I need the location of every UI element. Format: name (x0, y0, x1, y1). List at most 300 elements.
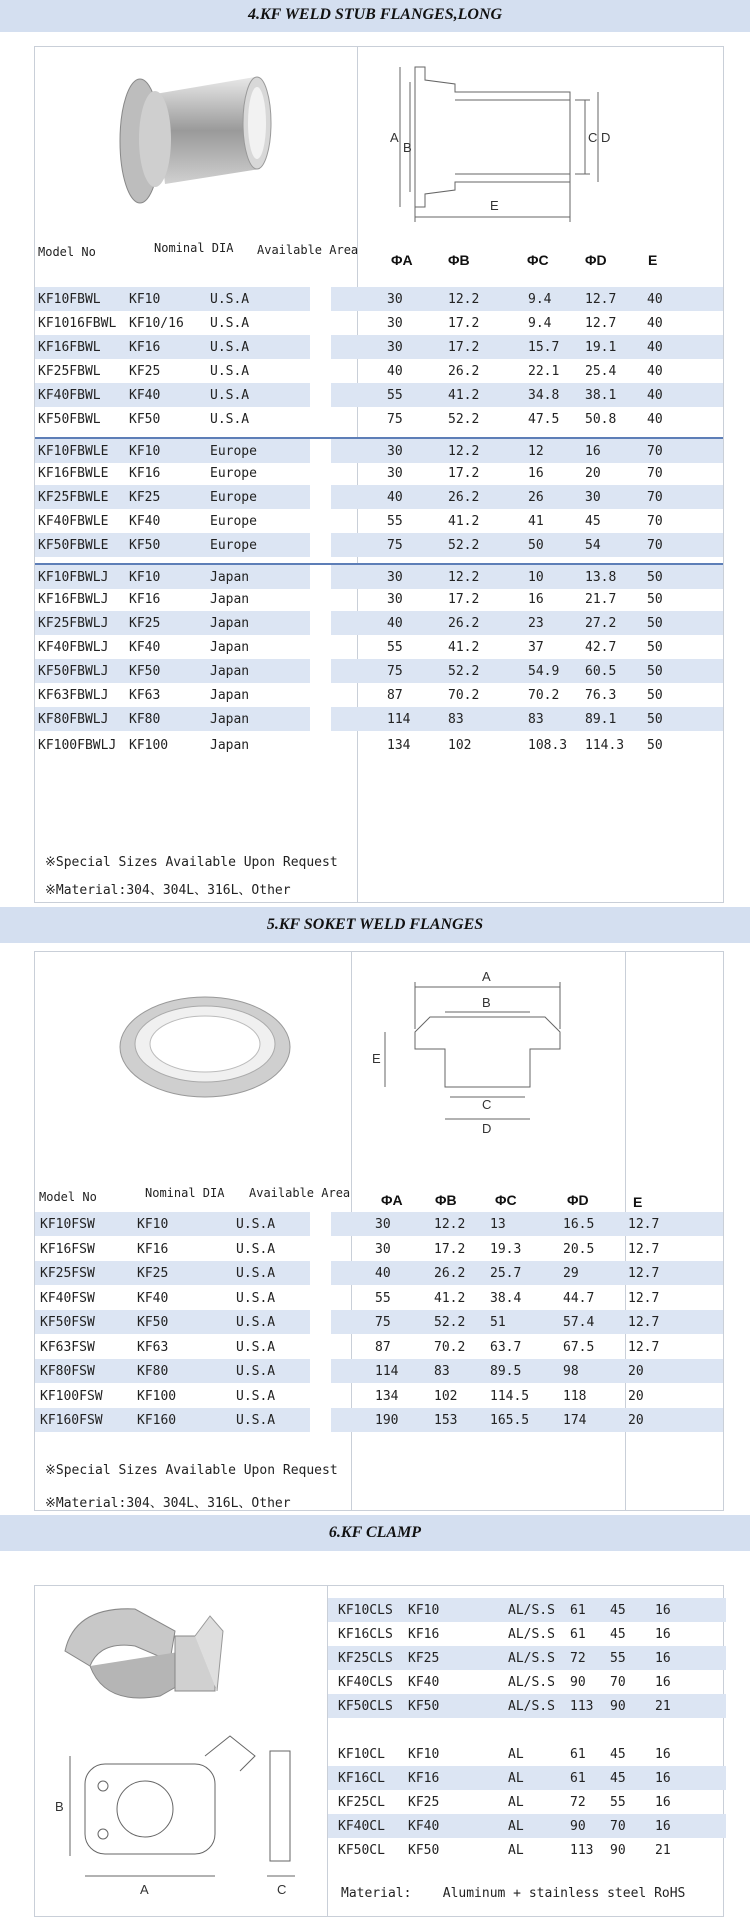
clamp-photo (45, 1591, 245, 1721)
cell-a: 61 (570, 1747, 586, 1762)
cell-phi-d: 76.3 (585, 688, 617, 703)
cell-area: U.S.A (236, 1364, 276, 1379)
cell-nominal-dia: KF10 (408, 1603, 440, 1618)
cell-area: Japan (210, 592, 250, 607)
table-row (35, 485, 723, 509)
cell-phi-d: 57.4 (563, 1315, 595, 1330)
table-row (328, 1790, 726, 1814)
cell-model-no: KF1016FBWL (38, 316, 117, 331)
table-row (328, 1742, 726, 1766)
header-available-area: Available Area (257, 243, 359, 257)
cell-e: 40 (647, 292, 663, 307)
cell-phi-d: 44.7 (563, 1290, 595, 1306)
table-row (328, 1838, 726, 1862)
header-phi-b: ΦB (448, 252, 470, 268)
cell-phi-d: 38.1 (585, 388, 617, 403)
cell-nominal-dia: KF10 (129, 444, 161, 459)
cell-e: 40 (647, 316, 663, 331)
header-phi-a: ΦA (391, 252, 413, 268)
section5-banner (0, 907, 750, 943)
section4-title: 4.KF WELD STUB FLANGES,LONG (247, 6, 503, 23)
cell-area: Japan (210, 640, 250, 655)
cell-area: Japan (210, 664, 250, 679)
cell-phi-a: 87 (375, 1339, 391, 1355)
cell-nominal-dia: KF40 (408, 1675, 440, 1690)
cell-model-no: KF50FBWLJ (38, 664, 109, 679)
cell-e: 50 (647, 616, 663, 631)
header-e: E (648, 252, 658, 268)
table-row (35, 383, 723, 407)
cell-nominal-dia: KF160 (137, 1413, 177, 1428)
cell-phi-c: 26 (528, 490, 544, 505)
cell-phi-a: 30 (387, 444, 403, 459)
cell-b: 55 (610, 1795, 626, 1810)
cell-phi-c: 9.4 (528, 292, 552, 307)
section5-title: 5.KF SOKET WELD FLANGES (266, 916, 484, 933)
cell-area: U.S.A (236, 1266, 276, 1281)
cell-nominal-dia: KF16 (129, 592, 161, 607)
cell-area: Europe (210, 444, 257, 459)
cell-model-no: KF16FBWL (38, 340, 101, 355)
cell-nominal-dia: KF16 (408, 1771, 440, 1786)
cell-phi-d: 13.8 (585, 570, 617, 585)
cell-material: AL (508, 1747, 524, 1762)
cell-model-no: KF25FBWL (38, 364, 101, 379)
header-e: E (633, 1194, 643, 1210)
cell-b: 70 (610, 1675, 626, 1690)
clamp-drawing (45, 1726, 325, 1914)
table-row (35, 683, 723, 707)
cell-area: Japan (210, 616, 250, 631)
cell-model-no: KF63FBWLJ (38, 688, 109, 703)
dim-C-label: C (588, 130, 598, 145)
cell-phi-d: 67.5 (563, 1339, 595, 1355)
cell-phi-d: 29 (563, 1266, 579, 1281)
dim-D-label: D (482, 1121, 492, 1136)
cell-c: 16 (655, 1627, 671, 1642)
cell-e: 50 (647, 640, 663, 655)
table-row (35, 1237, 723, 1261)
cell-model-no: KF10FBWL (38, 292, 101, 307)
cell-nominal-dia: KF50 (408, 1699, 440, 1714)
cell-area: U.S.A (236, 1388, 276, 1404)
cell-nominal-dia: KF80 (137, 1364, 169, 1379)
cell-e: 12.7 (628, 1217, 660, 1232)
cell-nominal-dia: KF50 (129, 412, 161, 427)
cell-material: AL (508, 1795, 524, 1810)
cell-model-no: KF63FSW (40, 1339, 95, 1355)
cell-b: 45 (610, 1627, 626, 1642)
section6-banner (0, 1515, 750, 1551)
cell-phi-a: 55 (387, 640, 403, 655)
cell-phi-d: 12.7 (585, 316, 617, 331)
cell-e: 12.7 (628, 1339, 660, 1355)
cell-nominal-dia: KF10 (137, 1217, 169, 1232)
cell-phi-d: 54 (585, 538, 601, 553)
cell-phi-a: 75 (387, 664, 403, 679)
cell-phi-d: 60.5 (585, 664, 617, 679)
cell-nominal-dia: KF100 (137, 1388, 177, 1404)
cell-phi-c: 9.4 (528, 316, 552, 331)
socket-flange-drawing (370, 957, 600, 1142)
cell-phi-a: 30 (387, 466, 403, 481)
cell-a: 61 (570, 1771, 586, 1786)
cell-e: 12.7 (628, 1315, 660, 1330)
cell-phi-a: 75 (387, 538, 403, 553)
cell-phi-d: 89.1 (585, 712, 617, 727)
dim-B-label: B (55, 1799, 64, 1814)
cell-phi-c: 63.7 (490, 1339, 522, 1355)
cell-phi-b: 12.2 (434, 1217, 466, 1232)
table-row (35, 733, 723, 757)
cell-phi-b: 41.2 (448, 388, 480, 403)
cell-phi-c: 50 (528, 538, 544, 553)
cell-e: 40 (647, 340, 663, 355)
header-model-no: Model No (39, 1190, 97, 1204)
cell-area: U.S.A (210, 388, 250, 403)
cell-phi-c: 51 (490, 1315, 506, 1330)
cell-area: U.S.A (236, 1217, 276, 1232)
dim-A-label: A (390, 130, 399, 145)
table-row (35, 1408, 723, 1432)
weld-stub-photo (85, 59, 275, 209)
header-phi-d: ΦD (567, 1192, 589, 1208)
cell-nominal-dia: KF63 (129, 688, 161, 703)
cell-phi-b: 52.2 (448, 538, 480, 553)
cell-phi-d: 20.5 (563, 1241, 595, 1257)
cell-phi-c: 15.7 (528, 340, 560, 355)
cell-phi-c: 13 (490, 1217, 506, 1232)
cell-c: 16 (655, 1747, 671, 1762)
cell-phi-b: 17.2 (448, 592, 480, 607)
table-row (35, 611, 723, 635)
section4-table (34, 46, 724, 903)
cell-phi-a: 114 (387, 712, 411, 727)
cell-area: U.S.A (210, 412, 250, 427)
table-row (328, 1598, 726, 1622)
cell-e: 12.7 (628, 1266, 660, 1281)
cell-a: 90 (570, 1819, 586, 1834)
cell-a: 72 (570, 1651, 586, 1666)
cell-phi-c: 165.5 (490, 1413, 530, 1428)
cell-model-no: KF25FSW (40, 1266, 95, 1281)
cell-b: 90 (610, 1843, 626, 1858)
cell-nominal-dia: KF25 (137, 1266, 169, 1281)
table-row (35, 1384, 723, 1408)
cell-phi-a: 30 (387, 292, 403, 307)
dim-E-label: E (490, 198, 499, 213)
cell-phi-b: 41.2 (434, 1290, 466, 1306)
cell-model-no: KF50FBWL (38, 412, 101, 427)
cell-phi-d: 20 (585, 466, 601, 481)
cell-phi-c: 89.5 (490, 1364, 522, 1379)
header-phi-a: ΦA (381, 1192, 403, 1208)
cell-e: 50 (647, 592, 663, 607)
cell-phi-a: 55 (387, 514, 403, 529)
cell-phi-b: 52.2 (448, 664, 480, 679)
cell-phi-c: 16 (528, 466, 544, 481)
cell-e: 50 (647, 664, 663, 679)
table-row (35, 1310, 723, 1334)
cell-nominal-dia: KF16 (129, 340, 161, 355)
cell-model-no: KF10FBWLJ (38, 570, 109, 585)
cell-phi-b: 52.2 (448, 412, 480, 427)
cell-c: 21 (655, 1843, 671, 1858)
cell-phi-a: 30 (387, 592, 403, 607)
cell-phi-b: 102 (448, 738, 472, 753)
cell-e: 12.7 (628, 1241, 660, 1257)
cell-e: 70 (647, 514, 663, 529)
special-sizes-note: ※Special Sizes Available Upon Request (45, 1463, 338, 1478)
cell-phi-c: 83 (528, 712, 544, 727)
cell-nominal-dia: KF25 (129, 616, 161, 631)
table-row (35, 1335, 723, 1359)
cell-phi-d: 114.3 (585, 738, 625, 753)
cell-model-no: KF40FBWLE (38, 514, 109, 529)
dim-C-label: C (482, 1097, 492, 1112)
cell-phi-a: 40 (375, 1266, 391, 1281)
section6-title: 6.KF CLAMP (328, 1524, 422, 1541)
table-row (328, 1766, 726, 1790)
cell-nominal-dia: KF40 (137, 1290, 169, 1306)
cell-nominal-dia: KF25 (408, 1651, 440, 1666)
cell-e: 12.7 (628, 1290, 660, 1306)
cell-phi-d: 12.7 (585, 292, 617, 307)
cell-phi-c: 22.1 (528, 364, 560, 379)
cell-phi-a: 40 (387, 364, 403, 379)
table-row (35, 509, 723, 533)
cell-c: 16 (655, 1675, 671, 1690)
cell-phi-a: 134 (375, 1388, 399, 1404)
cell-phi-b: 70.2 (434, 1339, 466, 1355)
table-row (35, 335, 723, 359)
cell-material: AL/S.S (508, 1675, 555, 1690)
cell-nominal-dia: KF40 (129, 514, 161, 529)
cell-nominal-dia: KF50 (129, 538, 161, 553)
cell-nominal-dia: KF16 (129, 466, 161, 481)
cell-model-no: KF10CL (338, 1747, 385, 1762)
cell-phi-a: 190 (375, 1413, 399, 1428)
cell-nominal-dia: KF25 (129, 490, 161, 505)
cell-phi-b: 70.2 (448, 688, 480, 703)
cell-phi-d: 50.8 (585, 412, 617, 427)
header-nominal-dia: Nominal DIA (145, 1186, 225, 1200)
cell-model-no: KF25FBWLE (38, 490, 109, 505)
cell-phi-b: 83 (434, 1364, 450, 1379)
material-note: ※Material:304、304L、316L、Other (45, 883, 291, 898)
cell-c: 16 (655, 1651, 671, 1666)
cell-a: 90 (570, 1675, 586, 1690)
cell-area: U.S.A (210, 316, 250, 331)
table-row (328, 1670, 726, 1694)
dim-A-label: A (140, 1882, 149, 1897)
table-row (35, 1359, 723, 1383)
cell-b: 55 (610, 1651, 626, 1666)
cell-phi-b: 26.2 (434, 1266, 466, 1281)
table-row (328, 1814, 726, 1838)
cell-phi-b: 26.2 (448, 364, 480, 379)
cell-nominal-dia: KF10 (129, 292, 161, 307)
cell-e: 50 (647, 570, 663, 585)
cell-e: 70 (647, 444, 663, 459)
cell-phi-b: 41.2 (448, 640, 480, 655)
cell-area: U.S.A (236, 1315, 276, 1330)
table-row (35, 659, 723, 683)
cell-model-no: KF100FSW (40, 1388, 103, 1404)
cell-phi-a: 30 (387, 316, 403, 331)
cell-area: Europe (210, 466, 257, 481)
cell-area: Europe (210, 490, 257, 505)
cell-b: 45 (610, 1603, 626, 1618)
table-row (35, 437, 723, 463)
cell-b: 45 (610, 1771, 626, 1786)
cell-phi-b: 52.2 (434, 1315, 466, 1330)
cell-phi-b: 26.2 (448, 616, 480, 631)
header-phi-c: ΦC (495, 1192, 517, 1208)
dim-E-label: E (372, 1051, 381, 1066)
cell-phi-d: 19.1 (585, 340, 617, 355)
cell-nominal-dia: KF16 (408, 1627, 440, 1642)
material-note: ※Material:304、304L、316L、Other (45, 1496, 291, 1511)
cell-material: AL (508, 1819, 524, 1834)
dim-B-label: B (403, 140, 412, 155)
cell-model-no: KF16FSW (40, 1241, 95, 1257)
cell-nominal-dia: KF80 (129, 712, 161, 727)
cell-phi-a: 30 (375, 1241, 391, 1257)
cell-material: AL/S.S (508, 1699, 555, 1714)
cell-e: 50 (647, 738, 663, 753)
cell-phi-b: 26.2 (448, 490, 480, 505)
table-row (328, 1694, 726, 1718)
cell-area: U.S.A (236, 1241, 276, 1257)
table-row (35, 407, 723, 431)
cell-phi-c: 19.3 (490, 1241, 522, 1257)
cell-phi-b: 17.2 (448, 340, 480, 355)
cell-a: 61 (570, 1627, 586, 1642)
cell-model-no: KF16FBWLE (38, 466, 109, 481)
cell-phi-c: 38.4 (490, 1290, 522, 1306)
cell-model-no: KF10CLS (338, 1603, 393, 1618)
cell-e: 50 (647, 712, 663, 727)
cell-phi-d: 21.7 (585, 592, 617, 607)
cell-model-no: KF40FBWLJ (38, 640, 109, 655)
cell-phi-d: 98 (563, 1364, 579, 1379)
cell-model-no: KF100FBWLJ (38, 738, 117, 753)
header-phi-b: ΦB (435, 1192, 457, 1208)
cell-phi-d: 118 (563, 1388, 587, 1404)
header-nominal-dia: Nominal DIA (154, 241, 234, 255)
table-row (35, 635, 723, 659)
cell-phi-a: 114 (375, 1364, 399, 1379)
cell-nominal-dia: KF40 (129, 640, 161, 655)
cell-area: Europe (210, 538, 257, 553)
cell-e: 70 (647, 538, 663, 553)
cell-b: 90 (610, 1699, 626, 1714)
table-row (35, 707, 723, 731)
section5-table (34, 951, 724, 1511)
cell-b: 45 (610, 1747, 626, 1762)
cell-phi-d: 16 (585, 444, 601, 459)
cell-e: 20 (628, 1413, 644, 1428)
cell-phi-d: 45 (585, 514, 601, 529)
cell-model-no: KF50CL (338, 1843, 385, 1858)
cell-phi-a: 75 (375, 1315, 391, 1330)
cell-a: 72 (570, 1795, 586, 1810)
table-row (35, 587, 723, 611)
header-phi-d: ΦD (585, 252, 607, 268)
cell-area: U.S.A (236, 1413, 276, 1428)
cell-phi-c: 70.2 (528, 688, 560, 703)
cell-phi-a: 87 (387, 688, 403, 703)
table-row (35, 1286, 723, 1310)
cell-phi-a: 30 (387, 570, 403, 585)
cell-phi-b: 153 (434, 1413, 458, 1428)
cell-phi-b: 17.2 (434, 1241, 466, 1257)
table-row (35, 1212, 723, 1236)
cell-model-no: KF80FSW (40, 1364, 95, 1379)
cell-area: Japan (210, 688, 250, 703)
header-model-no: Model No (38, 245, 96, 259)
cell-e: 70 (647, 466, 663, 481)
cell-model-no: KF160FSW (40, 1413, 103, 1428)
cell-nominal-dia: KF10/16 (129, 316, 184, 331)
cell-phi-b: 17.2 (448, 316, 480, 331)
table-row (35, 533, 723, 557)
cell-c: 16 (655, 1603, 671, 1618)
cell-nominal-dia: KF25 (129, 364, 161, 379)
cell-e: 20 (628, 1388, 644, 1404)
cell-material: AL/S.S (508, 1603, 555, 1618)
cell-model-no: KF10FSW (40, 1217, 95, 1232)
cell-nominal-dia: KF50 (129, 664, 161, 679)
cell-phi-a: 40 (387, 490, 403, 505)
cell-phi-b: 12.2 (448, 292, 480, 307)
cell-phi-c: 41 (528, 514, 544, 529)
cell-phi-c: 47.5 (528, 412, 560, 427)
cell-nominal-dia: KF25 (408, 1795, 440, 1810)
cell-model-no: KF16CL (338, 1771, 385, 1786)
cell-model-no: KF16FBWLJ (38, 592, 109, 607)
cell-phi-b: 17.2 (448, 466, 480, 481)
cell-model-no: KF10FBWLE (38, 444, 109, 459)
cell-phi-a: 30 (375, 1217, 391, 1232)
cell-area: U.S.A (210, 340, 250, 355)
cell-phi-d: 174 (563, 1413, 587, 1428)
cell-phi-d: 42.7 (585, 640, 617, 655)
cell-phi-b: 12.2 (448, 570, 480, 585)
cell-e: 40 (647, 412, 663, 427)
cell-phi-c: 108.3 (528, 738, 568, 753)
table-row (35, 359, 723, 383)
cell-phi-a: 75 (387, 412, 403, 427)
cell-phi-a: 134 (387, 738, 411, 753)
cell-nominal-dia: KF63 (137, 1339, 169, 1355)
table-row (35, 311, 723, 335)
cell-area: Europe (210, 514, 257, 529)
cell-e: 70 (647, 490, 663, 505)
cell-nominal-dia: KF10 (129, 570, 161, 585)
cell-phi-d: 27.2 (585, 616, 617, 631)
cell-model-no: KF80FBWLJ (38, 712, 109, 727)
cell-nominal-dia: KF40 (408, 1819, 440, 1834)
cell-model-no: KF25CL (338, 1795, 385, 1810)
cell-phi-b: 83 (448, 712, 464, 727)
cell-model-no: KF50FSW (40, 1315, 95, 1330)
cell-nominal-dia: KF16 (137, 1241, 169, 1257)
table-row (328, 1622, 726, 1646)
socket-flange-photo (105, 972, 305, 1112)
cell-area: U.S.A (210, 292, 250, 307)
